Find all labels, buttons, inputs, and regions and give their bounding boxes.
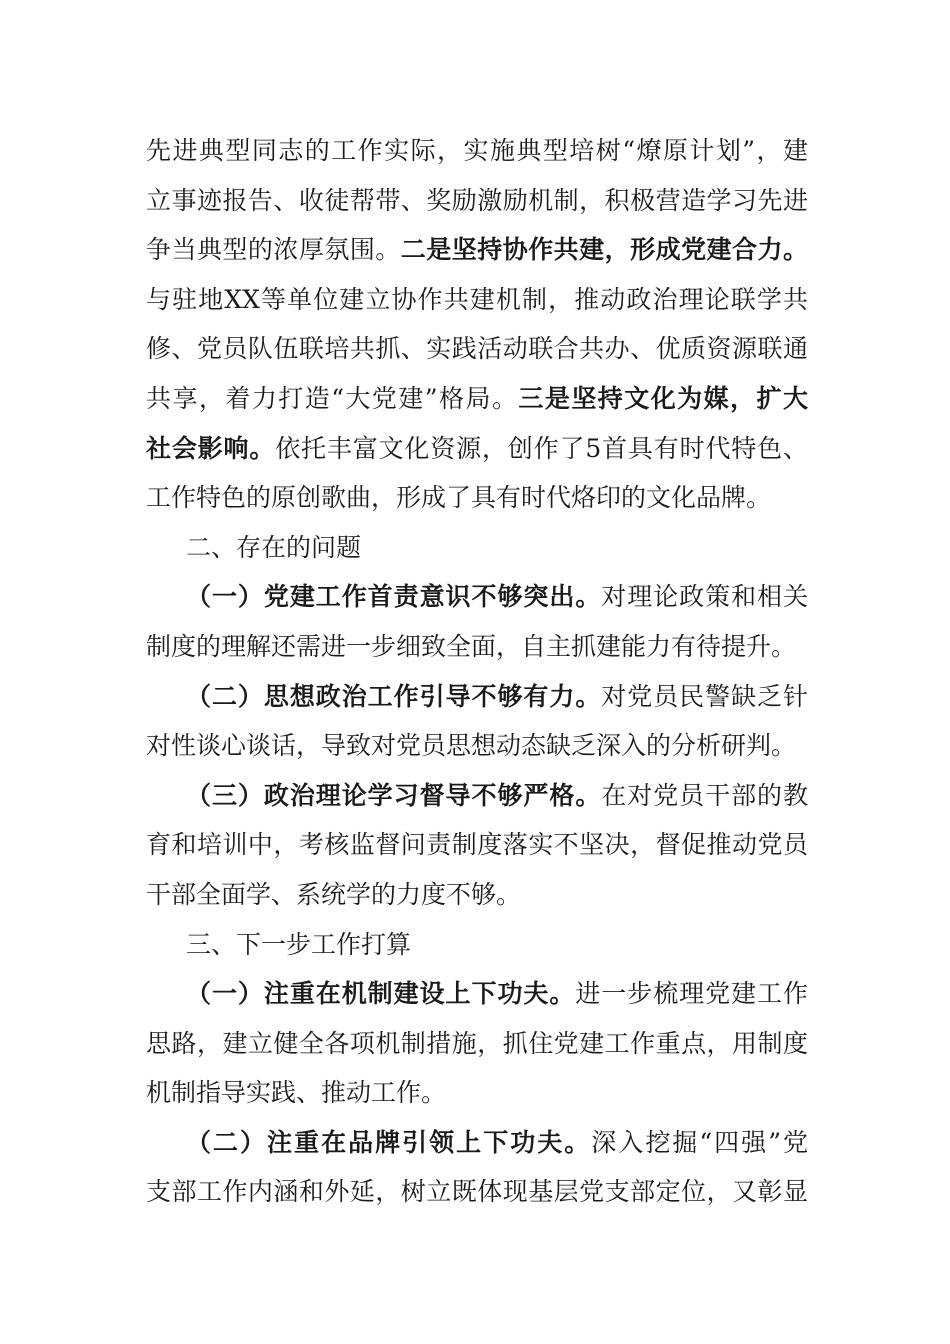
text-line [146, 424, 808, 474]
text-run: 对性谈心谈话，导致对党员思想动态缺乏深入的分析研判。 [146, 731, 797, 761]
text-line [146, 672, 808, 722]
text-run: 支部工作内涵和外延，树立既体现基层党支部定位，又彰显 [146, 1177, 808, 1207]
text-run: 机制指导实践、推动工作。 [146, 1078, 447, 1108]
paragraph [146, 1118, 808, 1217]
text-run: 对理论政策和相关 [601, 582, 808, 612]
document-page [146, 126, 808, 1217]
text-run: 在对党员干部的教 [601, 780, 808, 810]
text-run: 共享，着力打造“大党建”格局。 [146, 383, 519, 413]
text-line [146, 374, 808, 424]
text-line [146, 771, 808, 821]
text-run: 育和培训中，考核监督问责制度落实不坚决，督促推动党员 [146, 830, 808, 860]
text-run: 争当典型的浓厚氛围。 [146, 235, 401, 265]
text-run: 二、存在的问题 [186, 532, 362, 562]
text-run: 制度的理解还需进一步细致全面，自主抓建能力有待提升。 [146, 631, 797, 661]
text-run: 依托丰富文化资源，创作了5首具有时代特色、 [275, 433, 808, 463]
paragraph [146, 969, 808, 1118]
text-line [146, 820, 808, 870]
text-run: 干部全面学、系统学的力度不够。 [146, 879, 522, 909]
text-line [146, 1167, 808, 1217]
paragraph [146, 771, 808, 920]
text-line [146, 523, 808, 573]
text-run: 与驻地XX等单位建立协作共建机制，推动政治理论联学共 [146, 284, 808, 314]
bold-text: 二是坚持协作共建，形成党建合力。 [400, 235, 808, 265]
bold-text: （二）注重在品牌引领上下功夫。 [186, 1127, 592, 1157]
text-line [146, 1019, 808, 1069]
bold-text: 社会影响。 [146, 433, 276, 463]
bold-text: （一）党建工作首责意识不够突出。 [186, 582, 602, 612]
text-line [146, 176, 808, 226]
text-run: 工作特色的原创歌曲，形成了具有时代烙印的文化品牌。 [146, 483, 772, 513]
text-line [146, 126, 808, 176]
text-line [146, 1068, 808, 1118]
text-run: 进一步梳理党建工作 [575, 979, 808, 1009]
text-run: 修、党员队伍联培共抓、实践活动联合共办、优质资源联通 [146, 334, 808, 364]
bold-text: （三）政治理论学习督导不够严格。 [186, 780, 602, 810]
text-line [146, 622, 808, 672]
text-line [146, 275, 808, 325]
text-line [146, 572, 808, 622]
text-run: 先进典型同志的工作实际，实施典型培树“燎原计划”，建 [146, 136, 808, 165]
text-run: 深入挖掘“四强”党 [591, 1127, 808, 1157]
text-run: 三、下一步工作打算 [186, 929, 412, 959]
paragraph [146, 572, 808, 671]
bold-text: （一）注重在机制建设上下功夫。 [186, 979, 576, 1009]
bold-text: （二）思想政治工作引导不够有力。 [186, 681, 602, 711]
text-line [146, 920, 808, 970]
text-run: 对党员民警缺乏针 [601, 681, 808, 711]
text-line [146, 721, 808, 771]
bold-text: 三是坚持文化为媒，扩大 [518, 383, 808, 413]
section-heading [146, 920, 808, 970]
text-line [146, 225, 808, 275]
text-line [146, 1118, 808, 1168]
paragraph [146, 672, 808, 771]
text-line [146, 473, 808, 523]
text-run: 思路，建立健全各项机制措施，抓住党建工作重点，用制度 [146, 1028, 808, 1058]
text-run: 立事迹报告、收徒帮带、奖励激励机制，积极营造学习先进 [146, 185, 808, 215]
text-line [146, 969, 808, 1019]
section-heading [146, 523, 808, 573]
text-line [146, 324, 808, 374]
paragraph [146, 126, 808, 523]
text-line [146, 870, 808, 920]
